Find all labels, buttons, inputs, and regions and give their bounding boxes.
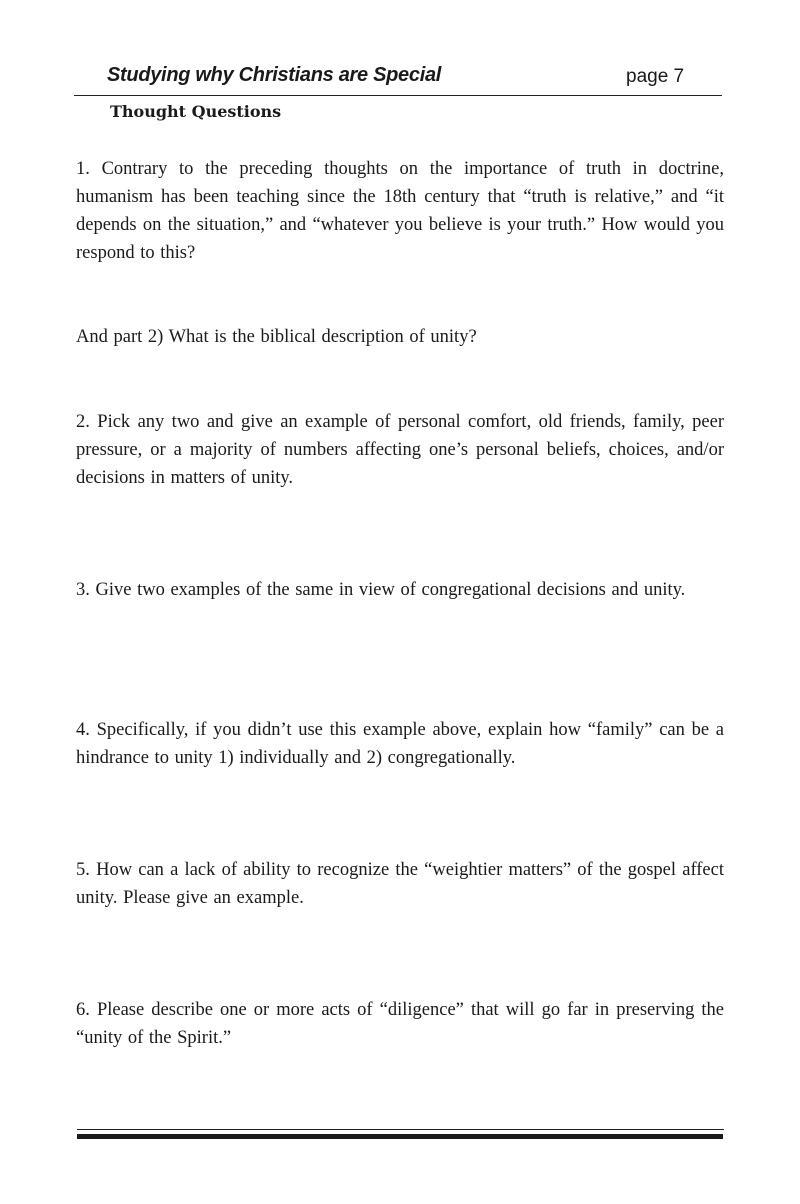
- section-heading: Thought Questions: [110, 102, 282, 121]
- page-number: page 7: [626, 66, 685, 87]
- footer-rule-thick: [77, 1134, 723, 1139]
- question-5: 5. How can a lack of ability to recognize the “weightier matters” of the gospel affect unity. Please give an example.: [76, 860, 724, 908]
- question-1-part-2: And part 2) What is the biblical description of unity?: [76, 327, 477, 347]
- footer-rule-thin: [77, 1129, 724, 1130]
- question-4: 4. Specifically, if you didn’t use this example above, explain how “family” can be a hindrance to unity 1) individually and 2) congregationally.: [76, 720, 724, 768]
- question-2: 2. Pick any two and give an example of personal comfort, old friends, family, peer pressure, or a majority of numbers affecting one’s personal beliefs, choices, and/or decisions in matters of unity.: [76, 412, 724, 488]
- question-3: 3. Give two examples of the same in view of congregational decisions and unity.: [76, 580, 686, 600]
- running-title: Studying why Christians are Special: [107, 64, 442, 86]
- question-6: 6. Please describe one or more acts of “diligence” that will go far in preserving the “unity of the Spirit.”: [76, 1000, 724, 1048]
- question-1: 1. Contrary to the preceding thoughts on the importance of truth in doctrine, humanism has been teaching since the 18th century that “truth is relative,” and “it depends on the situation,” and “whatever you believe is your truth.” How would you respond to this?: [76, 159, 724, 263]
- header-rule: [74, 95, 722, 96]
